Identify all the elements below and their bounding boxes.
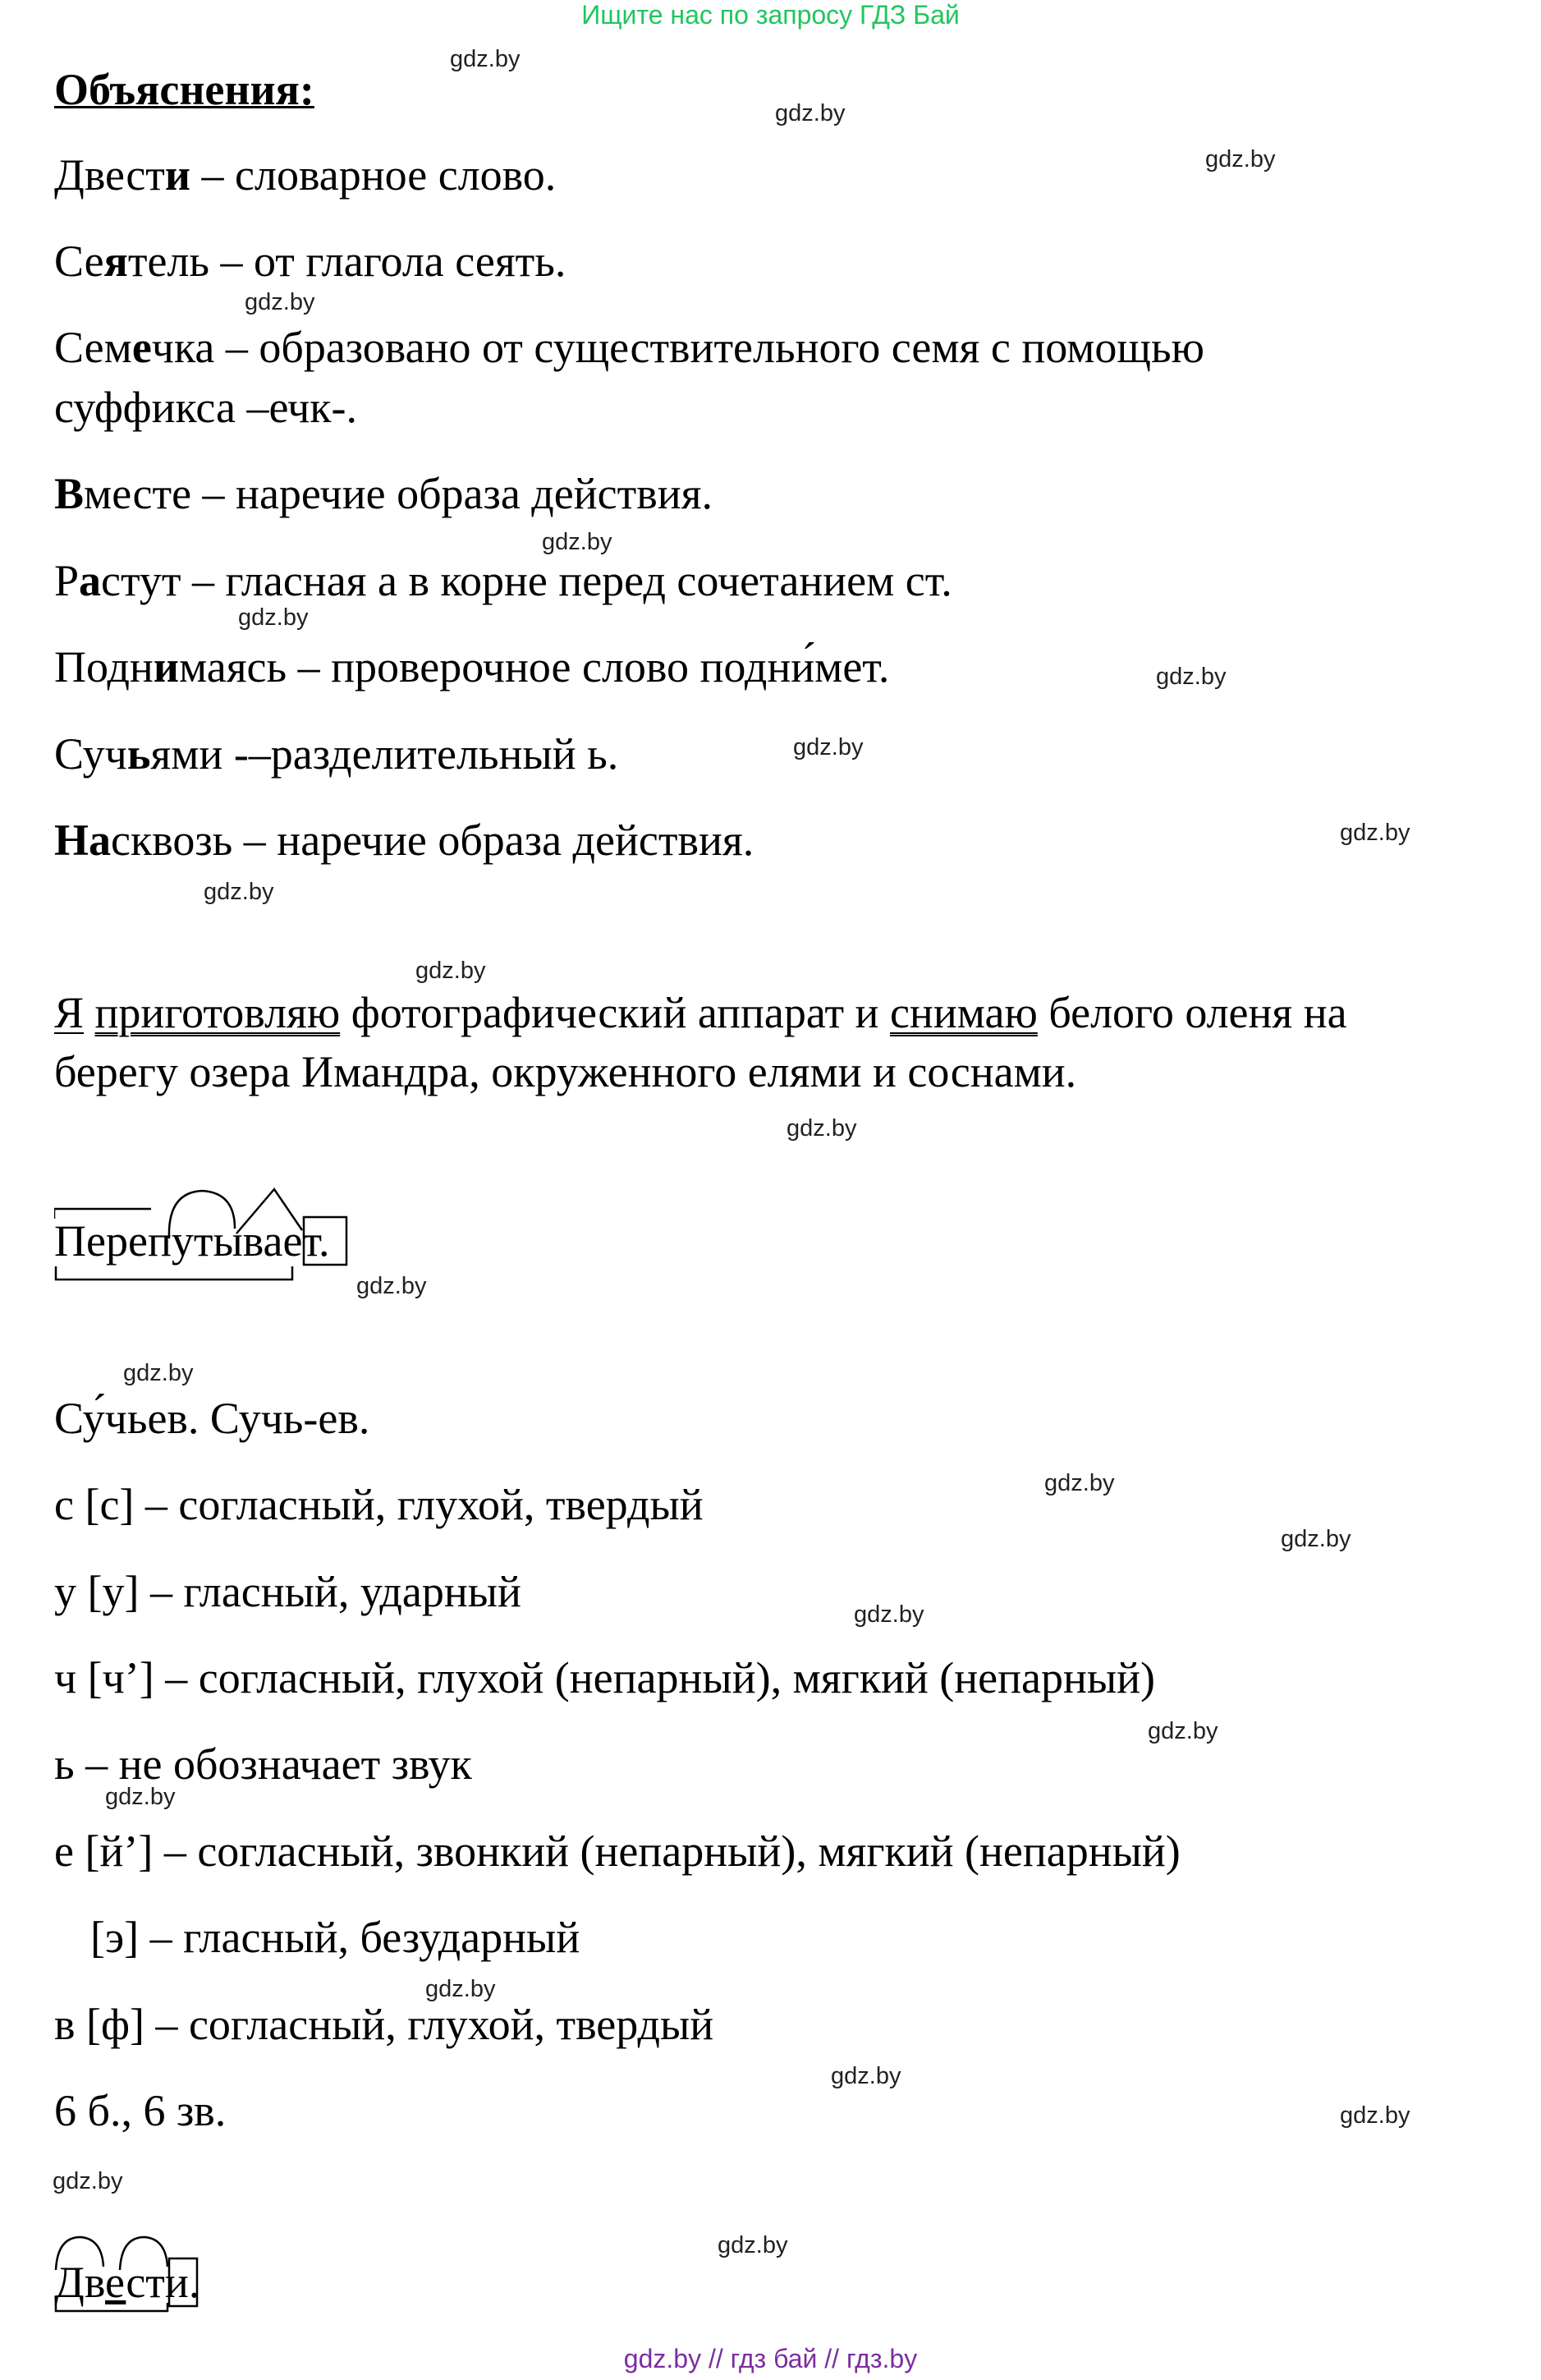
watermark: gdz.by: [356, 1273, 427, 1299]
watermark: gdz.by: [1156, 664, 1227, 690]
watermark: gdz.by: [53, 2168, 123, 2194]
subject: Я: [54, 988, 85, 1037]
phonetic-line: с [с] – согласный, глухой, твердый: [54, 1480, 704, 1529]
watermark: gdz.by: [854, 1601, 924, 1628]
watermark: gdz.by: [415, 958, 486, 984]
phonetic-line: в [ф] – согласный, глухой, твердый: [54, 2000, 714, 2049]
watermark: gdz.by: [1340, 2102, 1410, 2129]
watermark: gdz.by: [245, 289, 315, 315]
watermark: gdz.by: [775, 100, 846, 126]
morpheme-analysis: [54, 1183, 427, 1306]
watermark: gdz.by: [1340, 820, 1410, 846]
watermark: gdz.by: [793, 734, 864, 760]
phonetic-line: ь – не обозначает звук: [54, 1739, 472, 1789]
watermark: gdz.by: [123, 1360, 194, 1386]
explanation-line: Сучьями -–разделительный ь.: [54, 729, 619, 779]
watermark: gdz.by: [831, 2063, 901, 2089]
explanation-line: Насквозь – наречие образа действия.: [54, 816, 754, 865]
section-heading: Объяснения:: [54, 65, 314, 114]
explanation-line: Поднимаясь – проверочное слово подни́мет.: [54, 642, 890, 691]
phonetic-line: 6 б., 6 зв.: [54, 2086, 227, 2135]
explanation-line: Сеятель – от глагола сеять.: [54, 237, 566, 286]
watermark: gdz.by: [450, 46, 521, 72]
explanation-line: суффикса –ечк-.: [54, 383, 357, 432]
predicate: снимаю: [889, 988, 1038, 1037]
watermark: gdz.by: [1205, 146, 1276, 172]
phonetic-line: ч [ч’] – согласный, глухой (непарный), мягкий (непарный): [54, 1653, 1156, 1702]
sentence-line-1: Я приготовляю фотографический аппарат и снимаю белого оленя на: [54, 988, 1347, 1037]
watermark: gdz.by: [425, 1976, 496, 2002]
phonetic-line: Су́чьев. Сучь-ев.: [54, 1394, 370, 1443]
morpheme-word: Перепутывает.: [54, 1216, 330, 1266]
morpheme-word: Двести.: [54, 2258, 200, 2307]
phonetic-line: е [й’] – согласный, звонкий (непарный), мягкий (непарный): [54, 1826, 1181, 1876]
watermark: gdz.by: [1281, 1526, 1351, 1552]
watermark: gdz.by: [1148, 1718, 1218, 1744]
sentence-line-2: берегу озера Имандра, окруженного елями и соснами.: [54, 1047, 1077, 1096]
predicate: приготовляю: [94, 988, 341, 1037]
explanation-line: Растут – гласная а в корне перед сочетанием ст.: [54, 556, 952, 605]
explanation-line: Двести – словарное слово.: [54, 150, 557, 200]
watermark: gdz.by: [787, 1115, 857, 1142]
watermark: gdz.by: [238, 604, 309, 631]
watermark: gdz.by: [105, 1784, 176, 1810]
stem-bracket: [56, 1266, 292, 1280]
explanation-line: Вместе – наречие образа действия.: [54, 469, 713, 518]
watermark: gdz.by: [542, 529, 612, 555]
footer-links[interactable]: gdz.by // гдз бай // гдз.by: [623, 2344, 918, 2373]
top-banner: Ищите нас по запросу ГДЗ Бай: [581, 0, 960, 30]
watermark: gdz.by: [718, 2232, 788, 2258]
phonetic-line: [э] – гласный, безударный: [90, 1913, 580, 1962]
explanation-line: Семечка – образовано от существительного семя с помощью: [54, 323, 1204, 372]
morpheme-analysis-2: [54, 2234, 251, 2316]
phonetic-line: у [у] – гласный, ударный: [54, 1567, 521, 1616]
watermark: gdz.by: [204, 879, 274, 905]
watermark: gdz.by: [1044, 1470, 1115, 1496]
